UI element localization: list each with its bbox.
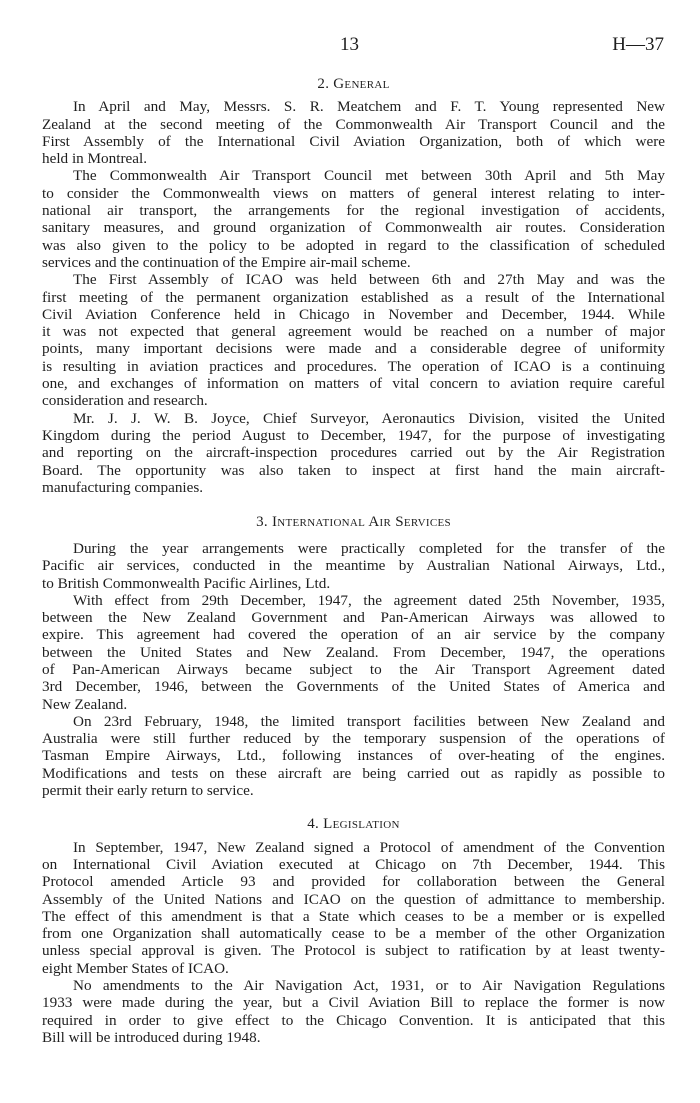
section-heading: 2. General	[317, 76, 390, 92]
text-line: Pacific air services, conducted in the meantime by Australian National Airways, Ltd.,	[42, 557, 665, 575]
text-line: With effect from 29th December, 1947, the agreement dated 25th November, 1935,	[73, 591, 665, 609]
text-line: is resulting in aviation practices and procedures. The operation of ICAO is a continuing	[42, 357, 665, 375]
text-line: The effect of this amendment is that a State which ceases to be a member or is expelled	[42, 907, 665, 925]
text-line: services and the continuation of the Empire air-mail scheme.	[42, 253, 411, 271]
text-line: consideration and research.	[42, 392, 208, 410]
text-line: first meeting of the permanent organization established as a result of the International	[42, 288, 665, 306]
text-line: Protocol amended Article 93 and provided for collaboration between the General	[42, 873, 665, 891]
text-line: points, many important decisions were made and a considerable degree of uniformity	[42, 340, 665, 358]
text-line: to consider the Commonwealth views on matters of general interest relating to inter-	[42, 184, 665, 202]
text-line: The First Assembly of ICAO was held between 6th and 27th May and was the	[73, 271, 665, 289]
text-line: it was not expected that general agreement would be reached on a number of major	[42, 323, 665, 341]
section-paragraphs	[42, 98, 665, 496]
text-line: held in Montreal.	[42, 150, 148, 168]
text-line: Civil Aviation Conference held in Chicago in November and December, 1944. While	[42, 305, 665, 323]
text-line: permit their early return to service.	[42, 782, 254, 800]
section-paragraphs	[42, 540, 665, 799]
text-line: Board. The opportunity was also taken to inspect at first hand the main aircraft-	[42, 461, 665, 479]
paragraph	[42, 410, 665, 496]
text-line: required in order to give effect to the Chicago Convention. It is anticipated that this	[42, 1011, 665, 1029]
section-legislation	[42, 816, 665, 1046]
text-line: In September, 1947, New Zealand signed a Protocol of amendment of the Convention	[73, 838, 665, 856]
text-line: to British Commonwealth Pacific Airlines, Ltd.	[42, 574, 331, 592]
text-line: The Commonwealth Air Transport Council met between 30th April and 5th May	[73, 167, 665, 185]
text-line: Mr. J. J. W. B. Joyce, Chief Surveyor, Aeronautics Division, visited the United	[73, 409, 665, 427]
text-line: Tasman Empire Airways, Ltd., following instances of over-heating of the engines.	[42, 747, 665, 765]
text-line: expire. This agreement had covered the operation of an air service by the company	[42, 626, 665, 644]
paragraph	[42, 167, 665, 271]
text-line: Assembly of the United Nations and ICAO on the question of admittance to membership.	[42, 890, 665, 908]
text-line: between the New Zealand Government and Pan-American Airways was allowed to	[42, 609, 665, 627]
text-line: No amendments to the Air Navigation Act, 1931, or to Air Navigation Regulations	[73, 977, 665, 995]
text-line: Zealand at the second meeting of the Commonwealth Air Transport Council and the	[42, 115, 665, 133]
text-line: national air transport, the arrangements for the regional investigation of accidents,	[42, 202, 665, 220]
text-line: Kingdom during the period August to December, 1947, for the purpose of investigating	[42, 426, 665, 444]
text-line: was also given to the policy to be adopted in regard to the classification of scheduled	[42, 236, 665, 254]
text-line: In April and May, Messrs. S. R. Meatchem and F. T. Young represented New	[73, 98, 665, 116]
text-line: one, and exchanges of information on matters of vital concern to aviation require careful	[42, 375, 665, 393]
text-line: Modifications and tests on these aircraft are being carried out as rapidly as possible to	[42, 764, 665, 782]
section-international-air-services	[42, 514, 665, 800]
text-line: from one Organization shall automatically cease to be a member of the other Organization	[42, 925, 665, 943]
document-reference: H—37	[612, 34, 664, 55]
text-line: of Pan-American Airways became subject to the Air Transport Agreement dated	[42, 661, 665, 678]
paragraph	[42, 713, 665, 799]
text-line: on International Civil Aviation executed at Chicago on 7th December, 1944. This	[42, 855, 665, 873]
page-number: 13	[340, 34, 359, 55]
text-line: and reporting on the aircraft-inspection procedures carried out by the Air Registration	[42, 444, 665, 462]
text-line: During the year arrangements were practically completed for the transfer of the	[73, 539, 665, 557]
paragraph	[42, 98, 665, 167]
paragraph	[42, 839, 665, 977]
text-line: between the United States and New Zealand. From December, 1947, the operations	[42, 643, 665, 661]
section-heading: 3. International Air Services	[256, 513, 451, 530]
text-line: sanitary measures, and ground organization of Commonwealth air routes. Consideration	[42, 219, 665, 237]
text-line: First Assembly of the International Civil Aviation Organization, both of which were	[42, 132, 665, 150]
text-line: 1933 were made during the year, but a Civil Aviation Bill to replace the former is now	[42, 994, 665, 1012]
paragraph	[42, 977, 665, 1046]
section-heading: 4. Legislation	[307, 816, 400, 833]
text-line: Australia were still further reduced by the temporary suspension of the operations of	[42, 730, 665, 748]
text-line: eight Member States of ICAO.	[42, 959, 229, 977]
paragraph	[42, 540, 665, 592]
text-line: Bill will be introduced during 1948.	[42, 1028, 261, 1046]
section-paragraphs	[42, 839, 665, 1047]
paragraph	[42, 271, 665, 409]
text-line: 3rd December, 1946, between the Governments of the United States of America and	[42, 678, 665, 696]
text-line: New Zealand.	[42, 695, 128, 713]
text-line: unless special approval is given. The Protocol is subject to ratification by at least twenty-	[42, 942, 665, 960]
text-line: manufacturing companies.	[42, 478, 204, 496]
paragraph	[42, 592, 665, 713]
section-general	[42, 76, 665, 496]
document-body	[42, 76, 665, 1046]
text-line: On 23rd February, 1948, the limited transport facilities between New Zealand and	[73, 712, 665, 730]
